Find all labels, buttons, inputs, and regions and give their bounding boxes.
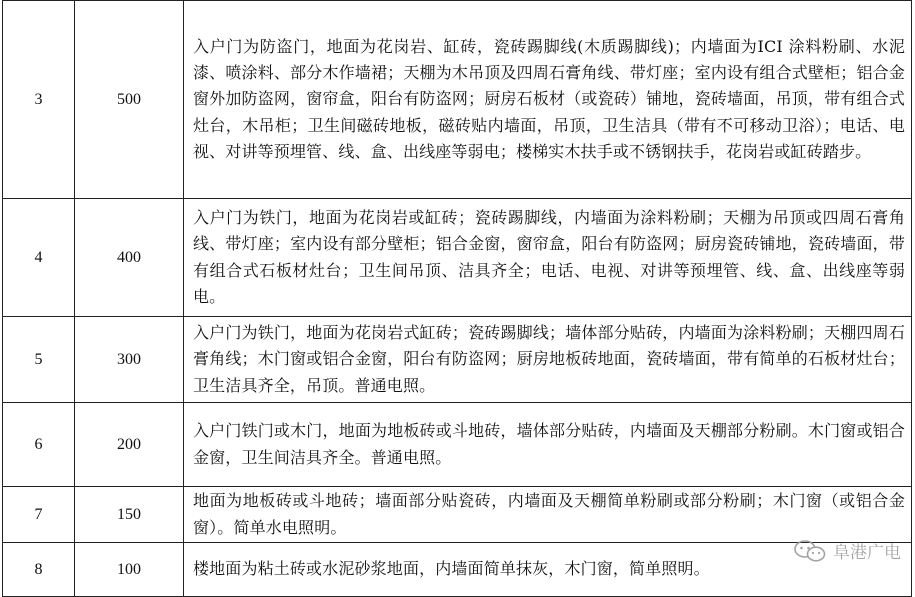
row-number: 6 [3, 403, 75, 487]
row-description: 地面为地板砖或斗地砖；墙面部分贴瓷砖，内墙面及天棚简单粉刷或部分粉刷；木门窗（或铝合金窗）。简单水电照明。 [184, 487, 912, 543]
row-number: 3 [3, 1, 75, 199]
row-description: 入户门为防盗门，地面为花岗岩、缸砖，瓷砖踢脚线(木质踢脚线)；内墙面为ICI 涂料粉刷、水泥漆、喷涂料、部分木作墙裙；天棚为木吊顶及四周石膏角线、带灯座；室内设有组合式壁柜；铝合金窗外加防盗网，窗帘盒，阳台有防盗网；厨房石板材（或瓷砖）铺地，瓷砖墙面，吊顶，带有组合式灶台，木吊柜；卫生间磁砖地板，磁砖贴内墙面，吊顶，卫生洁具（带有不可移动卫浴）；电话、电视、对讲等预埋管、线、盒、出线座等弱电；楼梯实木扶手或不锈钢扶手，花岗岩或缸砖踏步。 [184, 1, 912, 199]
watermark-text: 阜港广电 [833, 543, 901, 563]
row-value: 300 [75, 317, 184, 403]
row-description: 入户门为铁门，地面为花岗岩式缸砖；瓷砖踢脚线；墙体部分贴砖，内墙面为涂料粉刷；天棚四周石膏角线；木门窗或铝合金窗，阳台有防盗网；厨房地板砖地面，瓷砖墙面，带有简单的石板材灶台；卫生洁具齐全，吊顶。普通电照。 [184, 317, 912, 403]
table-row [3, 199, 912, 317]
row-number: 8 [3, 543, 75, 597]
row-description: 入户门铁门或木门，地面为地板砖或斗地砖，墙体部分贴砖，内墙面及天棚部分粉刷。木门窗或铝合金窗，卫生间洁具齐全。普通电照。 [184, 403, 912, 487]
row-description: 楼地面为粘土砖或水泥砂浆地面，内墙面简单抹灰，木门窗，简单照明。 [184, 543, 912, 597]
row-description: 入户门为铁门，地面为花岗岩或缸砖；瓷砖踢脚线，内墙面为涂料粉刷；天棚为吊顶或四周石膏角线、带灯座；室内设有部分壁柜；铝合金窗，窗帘盒，阳台有防盗网；厨房瓷砖铺地，瓷砖墙面，带有组合式石板材灶台；卫生间吊顶、洁具齐全；电话、电视、对讲等预埋管、线、盒、出线座等弱电。 [184, 199, 912, 317]
table-row [3, 1, 912, 199]
row-value: 400 [75, 199, 184, 317]
row-value: 100 [75, 543, 184, 597]
table-row [3, 543, 912, 597]
row-value: 500 [75, 1, 184, 199]
row-value: 200 [75, 403, 184, 487]
standards-table [2, 0, 912, 597]
row-number: 7 [3, 487, 75, 543]
table-row [3, 317, 912, 403]
table-row [3, 487, 912, 543]
row-number: 5 [3, 317, 75, 403]
wechat-icon [793, 539, 827, 563]
row-value: 150 [75, 487, 184, 543]
watermark [793, 538, 901, 563]
row-number: 4 [3, 199, 75, 317]
table-row [3, 403, 912, 487]
